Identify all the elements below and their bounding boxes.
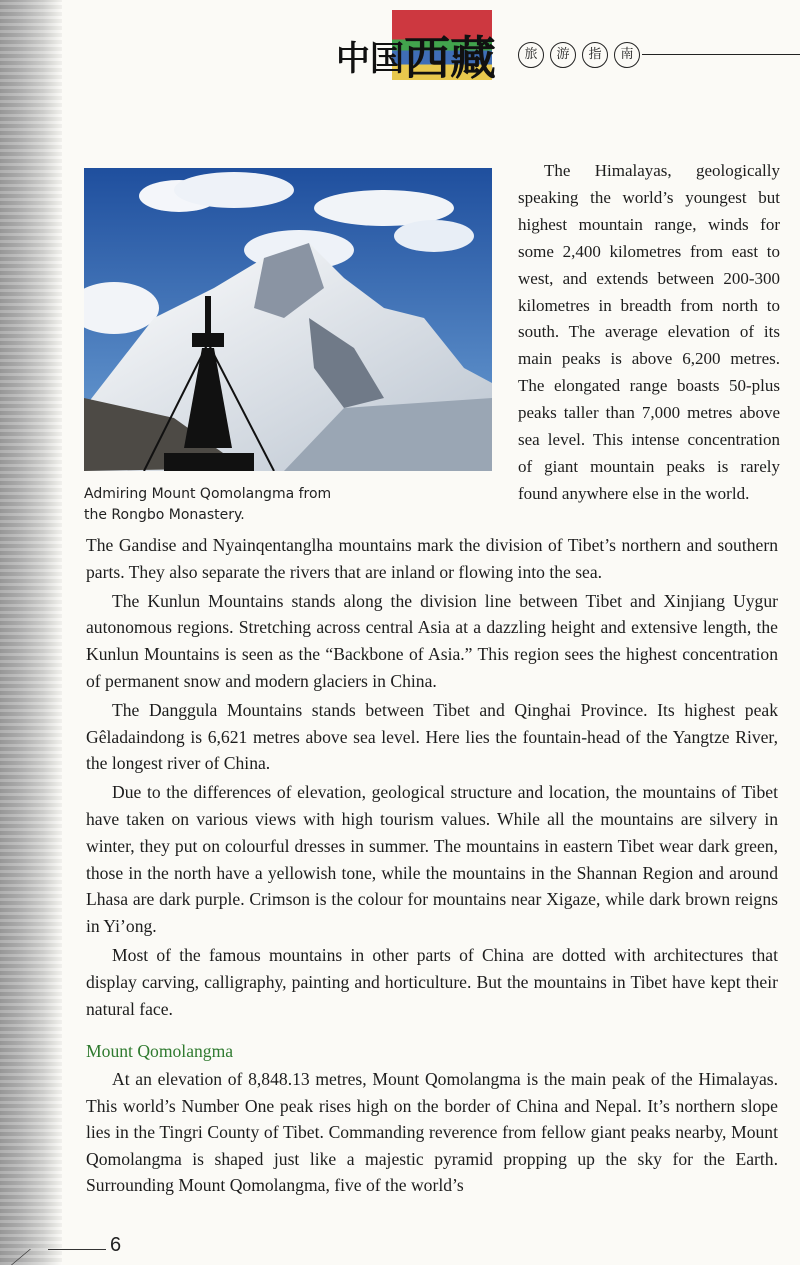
header-rule (642, 54, 800, 55)
body-paragraph: The Kunlun Mountains stands along the division line between Tibet and Xinjiang Uygur autonomous regions. Stretching across central Asia at a dazzling height and extensive length, the Kunlun Mountains is seen as the “Backbone of Asia.” This region sees the highest concentration of permanent snow and modern glaciers in China. (86, 590, 778, 691)
side-paragraph (518, 158, 780, 508)
guide-char: 游 (550, 42, 576, 68)
side-paragraph-text: The Himalayas, geologically speaking the world’s youngest but highest mountain range, winds for some 2,400 kilometres from east to west, and extends between 200-300 kilometres in breadth from north to south. The average elevation of its main peaks is above 6,200 metres. The elongated range boasts 50-plus peaks taller than 7,000 metres above sea level. This intense concentration of giant mountain peaks is rarely found anywhere else in the world. (518, 161, 780, 503)
section-body (86, 1066, 778, 1199)
logo-text-small: 中国 (336, 39, 404, 79)
caption-line: the Rongbo Monastery. (84, 507, 245, 523)
body-text (86, 532, 778, 1024)
logo-text-big: 西藏 (404, 31, 496, 85)
mountain-photo (84, 168, 492, 471)
page-margin-band (0, 0, 62, 1265)
guide-char: 南 (614, 42, 640, 68)
page-header (330, 4, 800, 84)
body-paragraph: Due to the differences of elevation, geological structure and location, the mountains of Tibet have taken on various views with high tourism values. While all the mountains are silvery in winter, they put on colourful dresses in summer. The mountains in eastern Tibet wear dark green, those in the north have a yellowish tone, while the mountains in the Shannan Region and around Lhasa are dark purple. Crimson is the colour for mountains near Xigaze, while dark brown reigns in Yi’ong. (86, 782, 778, 937)
guide-char: 指 (582, 42, 608, 68)
guide-chars (518, 42, 640, 68)
body-paragraph: Most of the famous mountains in other parts of China are dotted with architectures that display carving, calligraphy, painting and horticulture. But the mountains in Tibet have kept their natural face. (86, 944, 778, 1019)
body-paragraph: The Gandise and Nyainqentanglha mountains mark the division of Tibet’s northern and southern parts. They also separate the rivers that are inland or flowing into the sea. (86, 535, 778, 582)
caption-line: Admiring Mount Qomolangma from (84, 486, 332, 502)
page-number: 6 (110, 1234, 122, 1256)
guide-char: 旅 (518, 42, 544, 68)
book-logo (336, 18, 496, 84)
photo-caption (84, 484, 484, 526)
section-heading: Mount Qomolangma (86, 1041, 234, 1061)
body-paragraph: The Danggula Mountains stands between Tibet and Qinghai Province. Its highest peak Gêladaindong is 6,621 metres above sea level. Here lies the fountain-head of the Yangtze River, the longest river of China. (86, 699, 778, 774)
footer-rule (48, 1249, 106, 1250)
section-paragraph: At an elevation of 8,848.13 metres, Mount Qomolangma is the main peak of the Himalayas. This world’s Number One peak rises high on the border of China and Nepal. It’s northern slope lies in the Tingri County of Tibet. Commanding reverence from fellow giant peaks nearby, Mount Qomolangma is shaped just like a majestic pyramid propping up the sky for the Earth. Surrounding Mount Qomolangma, five of the world’s (86, 1069, 778, 1196)
